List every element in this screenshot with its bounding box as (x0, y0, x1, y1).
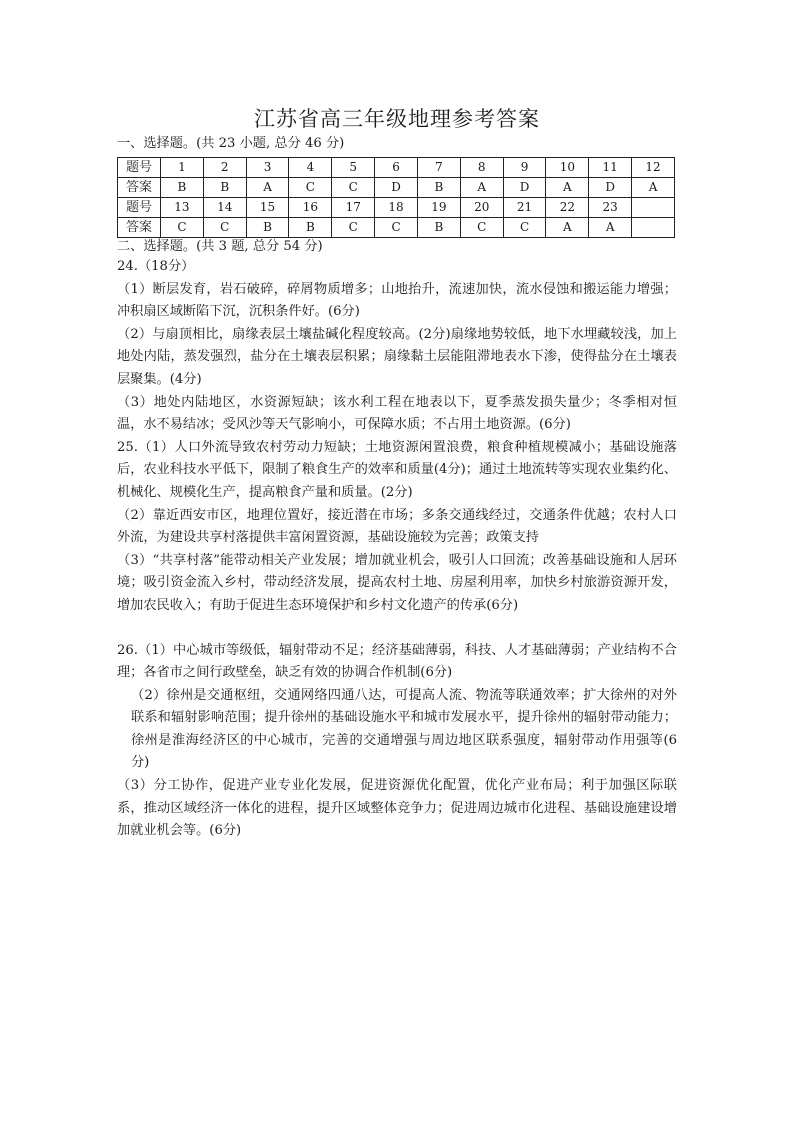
question-number: 5 (332, 158, 375, 178)
table-row (118, 198, 675, 218)
question-number: 8 (460, 158, 503, 178)
question-number: 9 (503, 158, 546, 178)
answer-cell (632, 218, 675, 238)
q25-part2: （2）靠近西安市区，地理位置好，接近潜在市场；多条交通线经过，交通条件优越；农村人口外流，为建设共享村落提供丰富闲置资源，基础设施较为完善；政策支持 (117, 507, 677, 546)
question-number: 23 (589, 198, 632, 218)
section2-heading: 二、选择题。(共 3 题, 总分 54 分) (117, 239, 323, 254)
q25-part1: 25.（1）人口外流导致农村劳动力短缺；土地资源闲置浪费，粮食种植规模减小；基础设施落后，农业科技水平低下，限制了粮食生产的效率和质量(4分)；通过土地流转等实现农业集约化、机械化、规模化生产，提高粮食产量和质量。(2分) (117, 439, 677, 500)
question-number: 18 (375, 198, 418, 218)
question-number: 20 (460, 198, 503, 218)
q26-part3: （3）分工协作，促进产业专业化发展，促进资源优化配置，优化产业布局；利于加强区际联系，推动区域经济一体化的进程，提升区域整体竞争力；促进周边城市化进程、基础设施建设增加就业机会等。(6分) (117, 778, 677, 839)
answer-cell: D (589, 178, 632, 198)
row-label: 题号 (118, 158, 161, 178)
q24-heading: 24.（18分） (117, 259, 195, 274)
q24-part3: （3）地处内陆地区，水资源短缺；该水利工程在地表以下，夏季蒸发损失量少；冬季相对恒温，水不易结冰；受风沙等天气影响小，可保障水质；不占用土地资源。(6分) (117, 394, 677, 433)
question-number: 4 (289, 158, 332, 178)
question-number: 19 (417, 198, 460, 218)
answer-cell: C (503, 218, 546, 238)
q25-part3: （3）“共享村落”能带动相关产业发展；增加就业机会，吸引人口回流；改善基础设施和人居环境；吸引资金流入乡村，带动经济发展，提高农村土地、房屋利用率，加快乡村旅游资源开发，增加农民收入；有助于促进生态环境保护和乡村文化遗产的传承(6分) (117, 552, 677, 613)
answer-cell: C (460, 218, 503, 238)
question-number: 3 (246, 158, 289, 178)
answer-cell: B (417, 218, 460, 238)
question-number: 11 (589, 158, 632, 178)
question-number: 22 (546, 198, 589, 218)
content-body (117, 135, 677, 843)
answer-cell: B (203, 178, 246, 198)
table-row (118, 218, 675, 238)
q24-part2: （2）与扇顶相比，扇缘表层土壤盐碱化程度较高。(2分)扇缘地势较低，地下水埋藏较浅，加上地处内陆，蒸发强烈，盐分在土壤表层积累；扇缘黏土层能阻滞地表水下渗，使得盐分在土壤表层聚集。(4分) (117, 326, 677, 387)
answer-cell: C (289, 178, 332, 198)
answer-cell: D (503, 178, 546, 198)
answer-cell: C (161, 218, 204, 238)
answer-cell: C (332, 178, 375, 198)
q26-part1: 26.（1）中心城市等级低，辐射带动不足；经济基础薄弱，科技、人才基础薄弱；产业结构不合理；各省市之间行政壁垒，缺乏有效的协调合作机制(6分) (117, 642, 677, 681)
table-row (118, 178, 675, 198)
page-title: 江苏省高三年级地理参考答案 (254, 107, 540, 131)
table-row (118, 158, 675, 178)
answer-cell: A (632, 178, 675, 198)
answer-cell: D (375, 178, 418, 198)
row-label: 答案 (118, 178, 161, 198)
q24-part1: （1）断层发育，岩石破碎，碎屑物质增多；山地抬升，流速加快，流水侵蚀和搬运能力增强；冲积扇区域断陷下沉，沉积条件好。(6分) (117, 281, 677, 320)
question-number: 2 (203, 158, 246, 178)
question-number: 14 (203, 198, 246, 218)
answer-cell: A (460, 178, 503, 198)
answer-cell: B (161, 178, 204, 198)
answer-cell: C (203, 218, 246, 238)
section1-heading: 一、选择题。(共 23 小题, 总分 46 分) (117, 136, 345, 151)
answer-cell: A (546, 218, 589, 238)
answer-cell: B (289, 218, 332, 238)
question-number: 17 (332, 198, 375, 218)
row-label: 答案 (118, 218, 161, 238)
question-number: 1 (161, 158, 204, 178)
question-number: 12 (632, 158, 675, 178)
question-number: 15 (246, 198, 289, 218)
q26-part2: （2）徐州是交通枢纽，交通网络四通八达，可提高人流、物流等联通效率；扩大徐州的对外联系和辐射影响范围；提升徐州的基础设施水平和城市发展水平，提升徐州的辐射带动能力；徐州是淮海经济区的中心城市，完善的交通增强与周边地区联系强度，辐射带动作用强等(6分) (131, 687, 677, 771)
answer-cell: B (246, 218, 289, 238)
question-number: 21 (503, 198, 546, 218)
answer-text (117, 256, 677, 843)
answer-cell: C (375, 218, 418, 238)
answer-cell: C (332, 218, 375, 238)
question-number: 6 (375, 158, 418, 178)
question-number: 16 (289, 198, 332, 218)
answer-cell: A (246, 178, 289, 198)
question-number: 7 (417, 158, 460, 178)
question-number: 10 (546, 158, 589, 178)
question-number: 13 (161, 198, 204, 218)
answer-cell: A (546, 178, 589, 198)
answer-cell: A (589, 218, 632, 238)
question-number (632, 198, 675, 218)
answer-cell: B (417, 178, 460, 198)
row-label: 题号 (118, 198, 161, 218)
answer-table (117, 157, 675, 238)
spacer (117, 618, 677, 640)
